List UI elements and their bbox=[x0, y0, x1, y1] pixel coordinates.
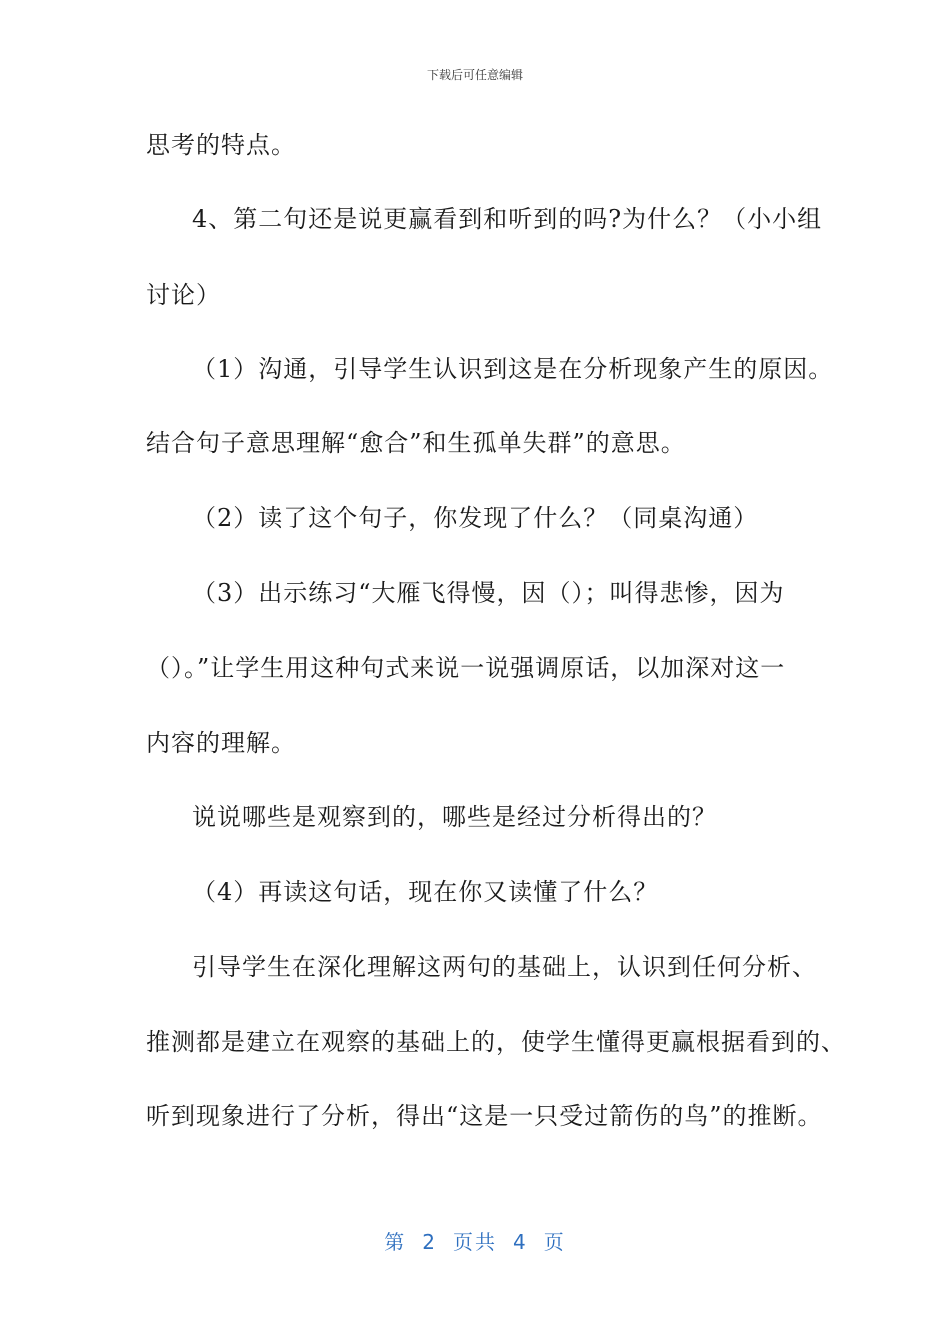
total-pages-number: 4 bbox=[513, 1230, 528, 1254]
page-mid: 页共 bbox=[453, 1230, 497, 1254]
body-line: 讨论） bbox=[146, 281, 221, 309]
header-note: 下载后可任意编辑 bbox=[426, 68, 523, 82]
body-line: （3）出示练习“大雁飞得慢，因（）；叫得悲惨，因为 bbox=[192, 579, 785, 607]
body-line: 结合句子意思理解“愈合”和生孤单失群”的意思。 bbox=[146, 429, 686, 457]
body-line: 说说哪些是观察到的，哪些是经过分析得出的？ bbox=[192, 803, 717, 831]
page-footer bbox=[0, 1226, 950, 1255]
body-line: （1）沟通，引导学生认识到这是在分析现象产生的原因。 bbox=[192, 355, 834, 383]
body-line: （）。”让学生用这种句式来说一说强调原话，以加深对这一 bbox=[146, 654, 786, 682]
body-line: 推测都是建立在观察的基础上的，使学生懂得更赢根据看到的、 bbox=[146, 1028, 846, 1056]
page-prefix: 第 bbox=[384, 1230, 407, 1254]
body-line: 4、第二句还是说更赢看到和听到的吗?为什么？（小小组 bbox=[192, 205, 823, 233]
body-line: 引导学生在深化理解这两句的基础上，认识到任何分析、 bbox=[192, 953, 817, 981]
current-page-number: 2 bbox=[422, 1230, 437, 1254]
body-line: 思考的特点。 bbox=[146, 131, 296, 159]
body-line: 内容的理解。 bbox=[146, 729, 296, 757]
body-line: （4）再读这句话，现在你又读懂了什么？ bbox=[192, 878, 659, 906]
body-line: 听到现象进行了分析，得出“这是一只受过箭伤的鸟”的推断。 bbox=[146, 1102, 823, 1130]
page-suffix: 页 bbox=[543, 1230, 566, 1254]
body-line: （2）读了这个句子，你发现了什么？（同桌沟通） bbox=[192, 504, 759, 532]
